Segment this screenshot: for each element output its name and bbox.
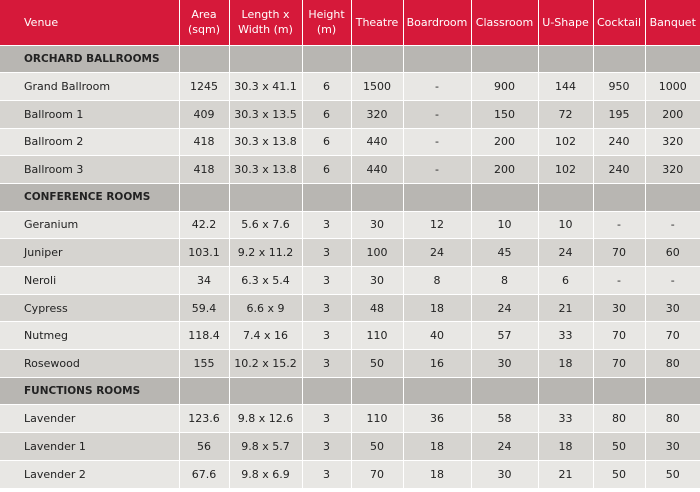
section-filler-cell [351,183,403,211]
table-row [0,294,700,322]
cell-height: 3 [302,294,351,322]
cell-boardroom: - [403,100,471,128]
cell-length-width: 9.8 x 12.6 [229,405,302,433]
section-filler-cell [471,45,538,73]
cell-theatre: 110 [351,405,403,433]
cell-area: 56 [179,433,229,461]
cell-cocktail: 50 [593,433,645,461]
cell-theatre: 440 [351,128,403,156]
cell-cocktail: 80 [593,405,645,433]
cell-boardroom: 24 [403,239,471,267]
cell-boardroom: 8 [403,267,471,295]
cell-venue: Grand Ballroom [0,73,179,101]
cell-banquet: 30 [645,294,700,322]
cell-length-width: 6.3 x 5.4 [229,267,302,295]
cell-venue: Ballroom 1 [0,100,179,128]
cell-classroom: 8 [471,267,538,295]
cell-banquet: 320 [645,156,700,184]
cell-length-width: 9.8 x 5.7 [229,433,302,461]
cell-boardroom: 40 [403,322,471,350]
cell-banquet: 70 [645,322,700,350]
cell-height: 3 [302,239,351,267]
section-filler-cell [471,377,538,405]
cell-cocktail: 240 [593,156,645,184]
cell-length-width: 10.2 x 15.2 [229,350,302,378]
cell-area: 67.6 [179,460,229,488]
column-header-boardroom: Boardroom [403,0,471,45]
cell-banquet: 30 [645,433,700,461]
cell-area: 418 [179,156,229,184]
cell-cocktail: - [593,211,645,239]
table-row [0,405,700,433]
cell-u-shape: 72 [538,100,593,128]
cell-banquet: 200 [645,100,700,128]
cell-u-shape: 102 [538,156,593,184]
cell-banquet: - [645,211,700,239]
cell-u-shape: 18 [538,433,593,461]
cell-classroom: 57 [471,322,538,350]
cell-classroom: 24 [471,433,538,461]
section-filler-cell [538,45,593,73]
section-filler-cell [351,45,403,73]
section-filler-cell [229,183,302,211]
cell-u-shape: 33 [538,405,593,433]
section-title: CONFERENCE ROOMS [0,183,179,211]
cell-height: 3 [302,267,351,295]
cell-cocktail: 195 [593,100,645,128]
cell-cocktail: 950 [593,73,645,101]
cell-theatre: 320 [351,100,403,128]
cell-area: 103.1 [179,239,229,267]
cell-height: 3 [302,433,351,461]
cell-venue: Ballroom 3 [0,156,179,184]
table-row [0,100,700,128]
section-header-row [0,183,700,211]
section-filler-cell [403,183,471,211]
section-filler-cell [538,183,593,211]
cell-boardroom: 12 [403,211,471,239]
section-filler-cell [302,183,351,211]
cell-classroom: 200 [471,128,538,156]
cell-height: 3 [302,350,351,378]
section-header-row [0,45,700,73]
section-filler-cell [179,45,229,73]
column-header-cocktail: Cocktail [593,0,645,45]
cell-classroom: 10 [471,211,538,239]
cell-theatre: 100 [351,239,403,267]
cell-classroom: 30 [471,350,538,378]
cell-cocktail: 30 [593,294,645,322]
section-filler-cell [351,377,403,405]
cell-u-shape: 102 [538,128,593,156]
cell-banquet: 1000 [645,73,700,101]
cell-area: 155 [179,350,229,378]
section-filler-cell [471,183,538,211]
cell-theatre: 110 [351,322,403,350]
cell-venue: Ballroom 2 [0,128,179,156]
cell-theatre: 1500 [351,73,403,101]
table-row [0,128,700,156]
section-filler-cell [593,183,645,211]
cell-boardroom: - [403,73,471,101]
section-filler-cell [229,45,302,73]
cell-area: 42.2 [179,211,229,239]
cell-length-width: 6.6 x 9 [229,294,302,322]
cell-theatre: 440 [351,156,403,184]
cell-venue: Geranium [0,211,179,239]
table-row [0,239,700,267]
section-title: FUNCTIONS ROOMS [0,377,179,405]
cell-venue: Lavender [0,405,179,433]
section-header-row [0,377,700,405]
table-row [0,211,700,239]
section-filler-cell [302,45,351,73]
cell-length-width: 30.3 x 13.5 [229,100,302,128]
cell-classroom: 200 [471,156,538,184]
section-filler-cell [645,377,700,405]
section-title: ORCHARD BALLROOMS [0,45,179,73]
cell-height: 6 [302,156,351,184]
cell-cocktail: 70 [593,350,645,378]
cell-venue: Juniper [0,239,179,267]
cell-boardroom: 18 [403,294,471,322]
cell-boardroom: - [403,128,471,156]
cell-banquet: - [645,267,700,295]
section-filler-cell [403,45,471,73]
cell-height: 6 [302,128,351,156]
cell-banquet: 320 [645,128,700,156]
column-header-classroom: Classroom [471,0,538,45]
cell-u-shape: 21 [538,460,593,488]
table-row [0,267,700,295]
table-row [0,460,700,488]
cell-classroom: 24 [471,294,538,322]
section-filler-cell [403,377,471,405]
cell-height: 3 [302,405,351,433]
cell-area: 1245 [179,73,229,101]
cell-cocktail: 70 [593,239,645,267]
cell-cocktail: 240 [593,128,645,156]
cell-classroom: 150 [471,100,538,128]
cell-u-shape: 18 [538,350,593,378]
cell-theatre: 48 [351,294,403,322]
cell-boardroom: - [403,156,471,184]
table-row [0,322,700,350]
column-header-banquet: Banquet [645,0,700,45]
cell-theatre: 30 [351,267,403,295]
cell-u-shape: 33 [538,322,593,350]
section-filler-cell [179,183,229,211]
cell-classroom: 45 [471,239,538,267]
cell-banquet: 60 [645,239,700,267]
cell-cocktail: 50 [593,460,645,488]
cell-theatre: 50 [351,433,403,461]
column-header-area: Area (sqm) [179,0,229,45]
cell-venue: Nutmeg [0,322,179,350]
column-header-theatre: Theatre [351,0,403,45]
table-row [0,350,700,378]
cell-length-width: 9.8 x 6.9 [229,460,302,488]
cell-height: 3 [302,460,351,488]
cell-area: 59.4 [179,294,229,322]
section-filler-cell [593,45,645,73]
cell-theatre: 30 [351,211,403,239]
header-row [0,0,700,45]
section-filler-cell [538,377,593,405]
cell-length-width: 5.6 x 7.6 [229,211,302,239]
cell-boardroom: 16 [403,350,471,378]
column-header-u-shape: U-Shape [538,0,593,45]
section-filler-cell [179,377,229,405]
cell-classroom: 58 [471,405,538,433]
cell-length-width: 30.3 x 41.1 [229,73,302,101]
section-filler-cell [302,377,351,405]
cell-area: 118.4 [179,322,229,350]
column-header-height: Height (m) [302,0,351,45]
cell-cocktail: - [593,267,645,295]
cell-height: 3 [302,322,351,350]
cell-length-width: 30.3 x 13.8 [229,128,302,156]
table-row [0,433,700,461]
cell-u-shape: 144 [538,73,593,101]
column-header-venue: Venue [0,0,179,45]
table-row [0,73,700,101]
cell-venue: Cypress [0,294,179,322]
table-row [0,156,700,184]
cell-boardroom: 18 [403,460,471,488]
cell-boardroom: 18 [403,433,471,461]
cell-length-width: 7.4 x 16 [229,322,302,350]
table-body [0,45,700,488]
cell-banquet: 80 [645,405,700,433]
cell-u-shape: 10 [538,211,593,239]
cell-boardroom: 36 [403,405,471,433]
cell-area: 123.6 [179,405,229,433]
cell-u-shape: 6 [538,267,593,295]
cell-theatre: 70 [351,460,403,488]
cell-area: 418 [179,128,229,156]
section-filler-cell [645,45,700,73]
cell-banquet: 50 [645,460,700,488]
cell-area: 409 [179,100,229,128]
cell-venue: Lavender 1 [0,433,179,461]
cell-banquet: 80 [645,350,700,378]
cell-length-width: 9.2 x 11.2 [229,239,302,267]
cell-venue: Lavender 2 [0,460,179,488]
cell-area: 34 [179,267,229,295]
cell-length-width: 30.3 x 13.8 [229,156,302,184]
cell-venue: Neroli [0,267,179,295]
cell-classroom: 30 [471,460,538,488]
cell-height: 6 [302,73,351,101]
cell-height: 6 [302,100,351,128]
column-header-length-width: Length x Width (m) [229,0,302,45]
cell-venue: Rosewood [0,350,179,378]
cell-u-shape: 21 [538,294,593,322]
cell-u-shape: 24 [538,239,593,267]
section-filler-cell [229,377,302,405]
cell-height: 3 [302,211,351,239]
section-filler-cell [593,377,645,405]
cell-classroom: 900 [471,73,538,101]
section-filler-cell [645,183,700,211]
cell-cocktail: 70 [593,322,645,350]
cell-theatre: 50 [351,350,403,378]
